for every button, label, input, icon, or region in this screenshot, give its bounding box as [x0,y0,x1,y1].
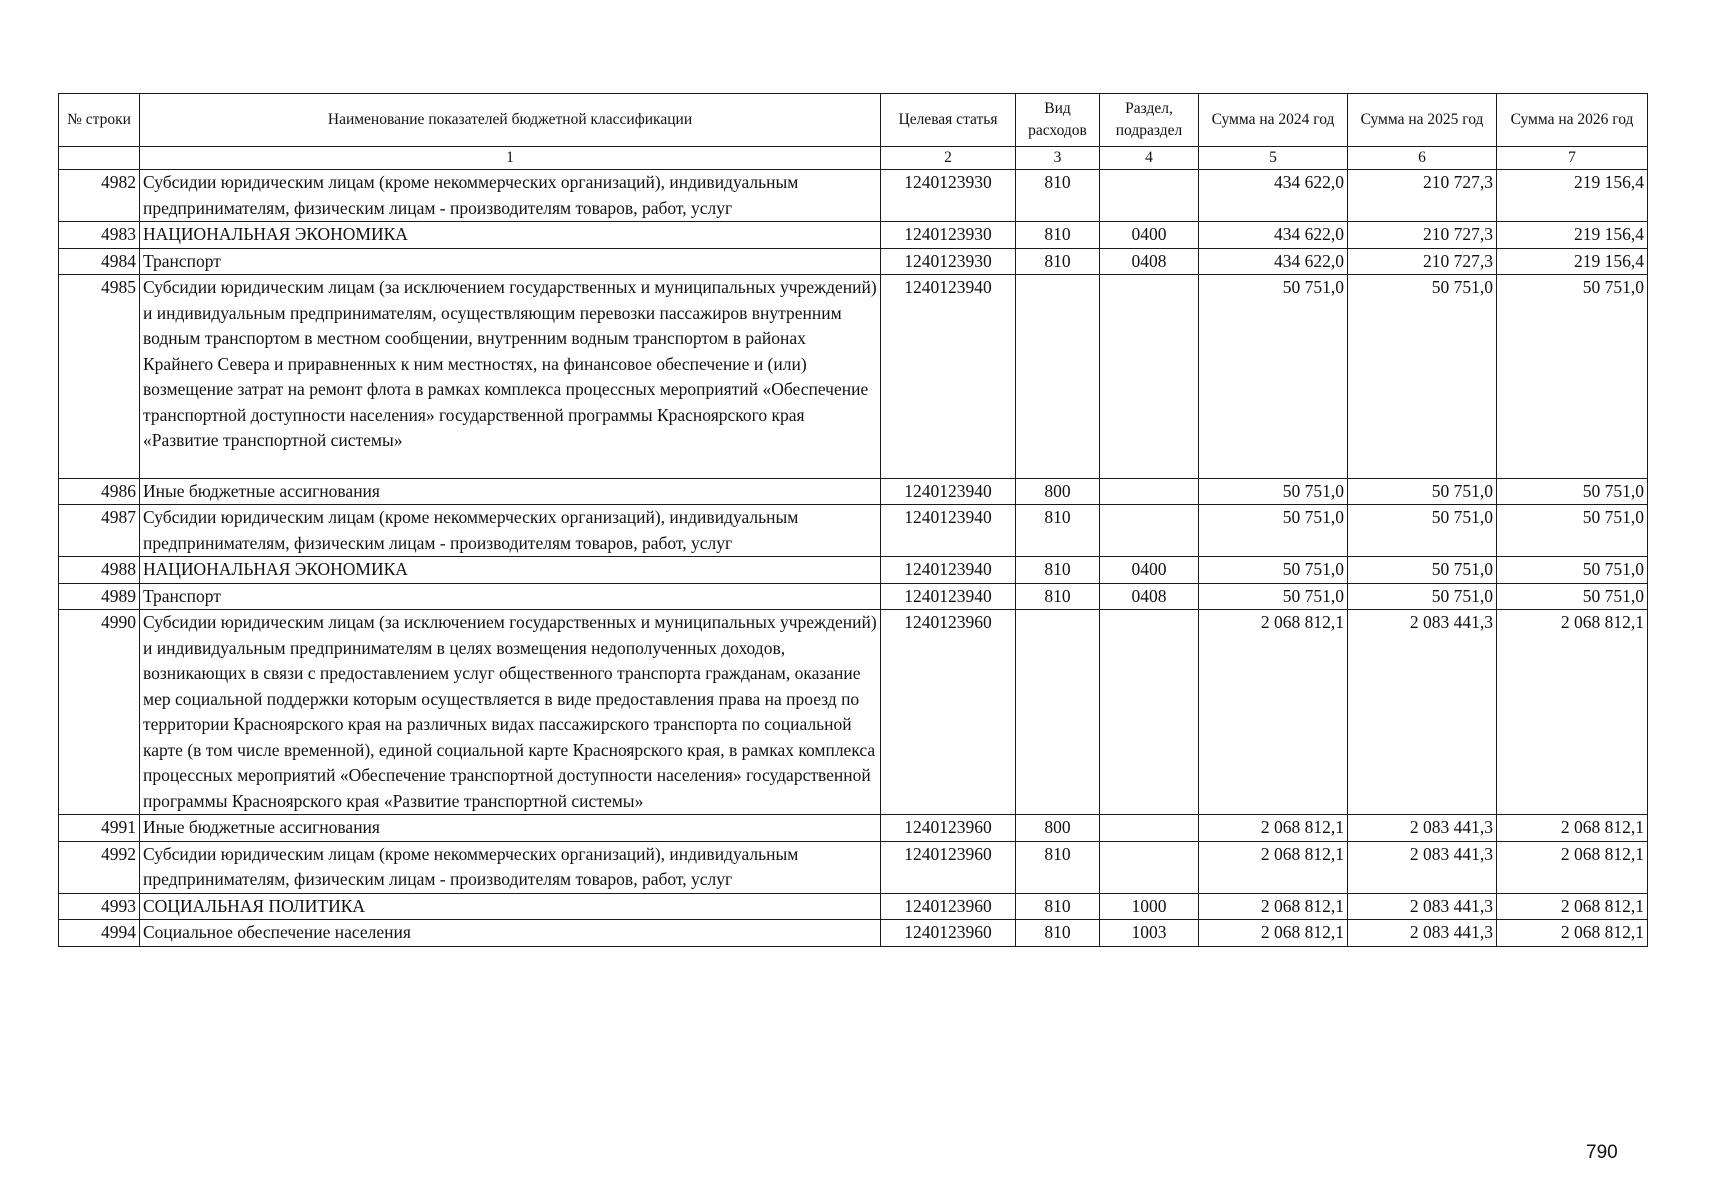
row-number-cell: 4990 [59,610,140,815]
sum-2024-cell: 2 068 812,1 [1199,920,1348,947]
sum-2026-cell: 2 068 812,1 [1497,610,1648,815]
sum-2024-cell: 434 622,0 [1199,222,1348,249]
table-row [59,920,1648,947]
target-article-cell: 1240123960 [881,610,1016,815]
indicator-name-cell: Иные бюджетные ассигнования [140,478,881,505]
column-number: 4 [1100,147,1199,170]
section-cell: 1000 [1100,893,1199,920]
expense-type-cell: 810 [1016,505,1100,557]
target-article-cell: 1240123960 [881,893,1016,920]
sum-2025-cell: 210 727,3 [1348,222,1497,249]
sum-2026-cell: 2 068 812,1 [1497,815,1648,842]
indicator-name-cell: Иные бюджетные ассигнования [140,815,881,842]
section-cell: 1003 [1100,920,1199,947]
expense-type-cell: 810 [1016,841,1100,893]
sum-2025-cell: 2 083 441,3 [1348,610,1497,815]
indicator-name-cell: Социальное обеспечение населения [140,920,881,947]
table-row [59,275,1648,479]
sum-2026-cell: 2 068 812,1 [1497,841,1648,893]
section-cell [1100,170,1199,222]
sum-2024-cell: 50 751,0 [1199,478,1348,505]
sum-2025-cell: 2 083 441,3 [1348,920,1497,947]
column-number [59,147,140,170]
section-cell [1100,815,1199,842]
indicator-name-cell: Субсидии юридическим лицам (кроме некоммерческих организаций), индивидуальным предпринимателям, физическим лицам - производителям товаров, работ, услуг [140,505,881,557]
sum-2025-cell: 210 727,3 [1348,170,1497,222]
target-article-cell: 1240123940 [881,583,1016,610]
section-cell: 0400 [1100,557,1199,584]
expense-type-cell: 810 [1016,248,1100,275]
column-number: 6 [1348,147,1497,170]
row-number-cell: 4986 [59,478,140,505]
expense-type-cell [1016,275,1100,479]
indicator-name-cell: НАЦИОНАЛЬНАЯ ЭКОНОМИКА [140,557,881,584]
indicator-name-cell: Транспорт [140,583,881,610]
indicator-name-cell: Транспорт [140,248,881,275]
expense-type-cell: 810 [1016,583,1100,610]
column-number-row [59,147,1648,170]
sum-2025-cell: 50 751,0 [1348,478,1497,505]
budget-table [58,93,1648,947]
sum-2025-cell: 2 083 441,3 [1348,815,1497,842]
indicator-name-cell: Субсидии юридическим лицам (кроме некоммерческих организаций), индивидуальным предпринимателям, физическим лицам - производителям товаров, работ, услуг [140,841,881,893]
table-row [59,841,1648,893]
header-name: Наименование показателей бюджетной классификации [140,94,881,147]
sum-2026-cell: 2 068 812,1 [1497,920,1648,947]
header-sum-2024: Сумма на 2024 год [1199,94,1348,147]
row-number-cell: 4987 [59,505,140,557]
row-number-cell: 4991 [59,815,140,842]
header-sum-2025: Сумма на 2025 год [1348,94,1497,147]
table-row [59,248,1648,275]
indicator-name-cell: НАЦИОНАЛЬНАЯ ЭКОНОМИКА [140,222,881,249]
row-number-cell: 4989 [59,583,140,610]
indicator-name-cell: Субсидии юридическим лицам (за исключением государственных и муниципальных учреждений) и индивидуальным предпринимателям в целях возмещения недополученных доходов, возникающих в связи с предоставлением услуг общественного транспорта гражданам, оказание мер социальной поддержки которым осуществляется в виде предоставления права на проезд по территории Красноярского края на различных видах пассажирского транспорта по социальной карте (в том числе временной), единой социальной карте Красноярского края, в рамках комплекса процессных мероприятий «Обеспечение транспортной доступности населения» государственной программы Красноярского края «Развитие транспортной системы» [140,610,881,815]
section-cell [1100,505,1199,557]
column-number: 7 [1497,147,1648,170]
sum-2024-cell: 434 622,0 [1199,248,1348,275]
indicator-name-cell: Субсидии юридическим лицам (кроме некоммерческих организаций), индивидуальным предпринимателям, физическим лицам - производителям товаров, работ, услуг [140,170,881,222]
target-article-cell: 1240123960 [881,841,1016,893]
indicator-name-cell: Субсидии юридическим лицам (за исключением государственных и муниципальных учреждений) и индивидуальным предпринимателям, осуществляющим перевозки пассажиров внутренним водным транспортом в местном сообщении, внутренним водным транспортом в районах Крайнего Севера и приравненных к ним местностях, на финансовое обеспечение и (или) возмещение затрат на ремонт флота в рамках комплекса процессных мероприятий «Обеспечение транспортной доступности населения» государственной программы Красноярского края «Развитие транспортной системы» [140,275,881,479]
sum-2024-cell: 50 751,0 [1199,557,1348,584]
sum-2025-cell: 210 727,3 [1348,248,1497,275]
sum-2026-cell: 219 156,4 [1497,248,1648,275]
table-row [59,505,1648,557]
header-target: Целевая статья [881,94,1016,147]
target-article-cell: 1240123930 [881,248,1016,275]
sum-2026-cell: 50 751,0 [1497,583,1648,610]
sum-2025-cell: 50 751,0 [1348,275,1497,479]
section-cell: 0400 [1100,222,1199,249]
row-number-cell: 4988 [59,557,140,584]
sum-2024-cell: 434 622,0 [1199,170,1348,222]
column-number: 5 [1199,147,1348,170]
section-cell [1100,841,1199,893]
expense-type-cell: 800 [1016,815,1100,842]
sum-2024-cell: 50 751,0 [1199,583,1348,610]
sum-2025-cell: 50 751,0 [1348,557,1497,584]
target-article-cell: 1240123930 [881,170,1016,222]
expense-type-cell: 810 [1016,920,1100,947]
expense-type-cell [1016,610,1100,815]
section-cell [1100,478,1199,505]
target-article-cell: 1240123960 [881,920,1016,947]
sum-2025-cell: 50 751,0 [1348,583,1497,610]
target-article-cell: 1240123940 [881,275,1016,479]
table-row [59,478,1648,505]
row-number-cell: 4984 [59,248,140,275]
row-number-cell: 4983 [59,222,140,249]
sum-2024-cell: 50 751,0 [1199,505,1348,557]
section-cell: 0408 [1100,583,1199,610]
row-number-cell: 4994 [59,920,140,947]
header-row-no: № строки [59,94,140,147]
header-expense-type: Вид расходов [1016,94,1100,147]
target-article-cell: 1240123940 [881,557,1016,584]
sum-2026-cell: 2 068 812,1 [1497,893,1648,920]
sum-2026-cell: 219 156,4 [1497,222,1648,249]
sum-2024-cell: 2 068 812,1 [1199,610,1348,815]
table-row [59,583,1648,610]
target-article-cell: 1240123930 [881,222,1016,249]
table-row [59,170,1648,222]
sum-2026-cell: 50 751,0 [1497,557,1648,584]
sum-2026-cell: 50 751,0 [1497,275,1648,479]
header-row [59,94,1648,147]
sum-2025-cell: 2 083 441,3 [1348,841,1497,893]
target-article-cell: 1240123960 [881,815,1016,842]
target-article-cell: 1240123940 [881,478,1016,505]
sum-2025-cell: 50 751,0 [1348,505,1497,557]
row-number-cell: 4992 [59,841,140,893]
page-number: 790 [1586,1142,1618,1163]
column-number: 3 [1016,147,1100,170]
sum-2026-cell: 219 156,4 [1497,170,1648,222]
expense-type-cell: 810 [1016,170,1100,222]
sum-2026-cell: 50 751,0 [1497,478,1648,505]
sum-2024-cell: 2 068 812,1 [1199,893,1348,920]
header-sum-2026: Сумма на 2026 год [1497,94,1648,147]
expense-type-cell: 810 [1016,893,1100,920]
expense-type-cell: 800 [1016,478,1100,505]
target-article-cell: 1240123940 [881,505,1016,557]
indicator-name-cell: СОЦИАЛЬНАЯ ПОЛИТИКА [140,893,881,920]
section-cell [1100,610,1199,815]
sum-2024-cell: 50 751,0 [1199,275,1348,479]
section-cell: 0408 [1100,248,1199,275]
sum-2025-cell: 2 083 441,3 [1348,893,1497,920]
table-body [59,170,1648,947]
table-row [59,557,1648,584]
column-number: 1 [140,147,881,170]
table-row [59,893,1648,920]
table-row [59,610,1648,815]
table-row [59,222,1648,249]
row-number-cell: 4993 [59,893,140,920]
expense-type-cell: 810 [1016,557,1100,584]
sum-2024-cell: 2 068 812,1 [1199,841,1348,893]
column-number: 2 [881,147,1016,170]
row-number-cell: 4982 [59,170,140,222]
section-cell [1100,275,1199,479]
sum-2026-cell: 50 751,0 [1497,505,1648,557]
sum-2024-cell: 2 068 812,1 [1199,815,1348,842]
table-row [59,815,1648,842]
expense-type-cell: 810 [1016,222,1100,249]
row-number-cell: 4985 [59,275,140,479]
header-section: Раздел, подраздел [1100,94,1199,147]
